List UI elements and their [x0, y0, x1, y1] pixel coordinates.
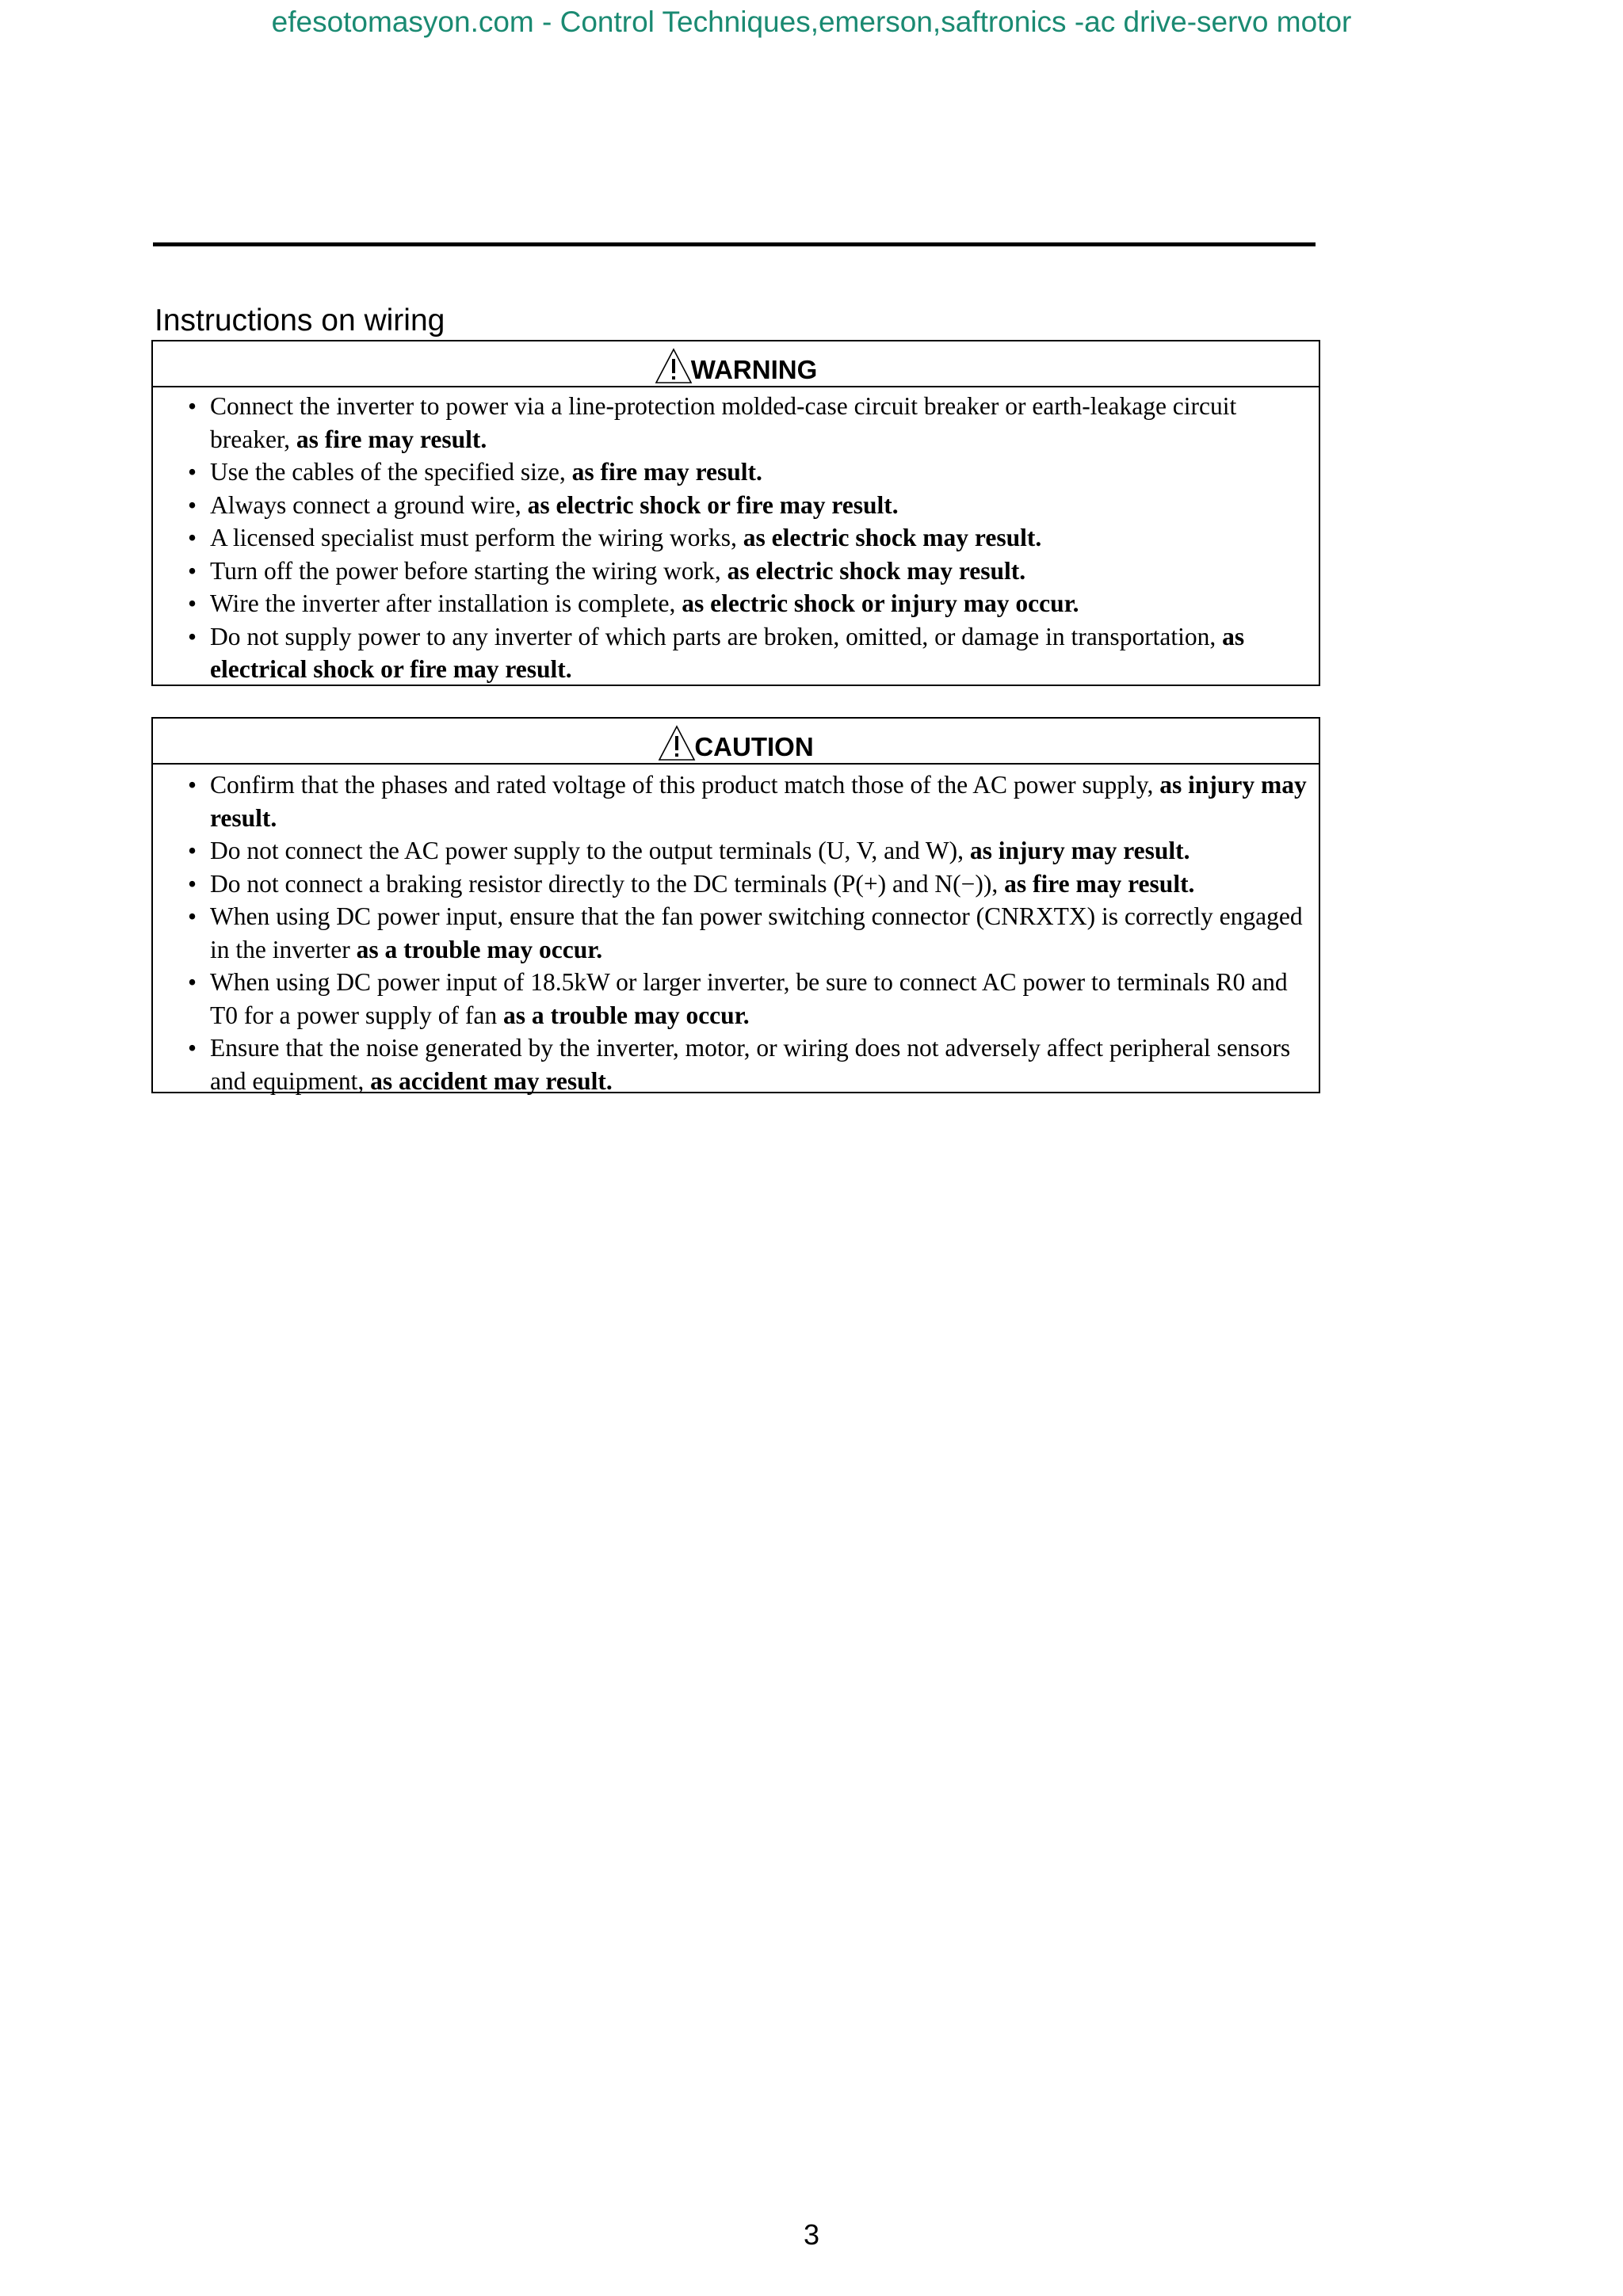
- list-item: • Do not connect a braking resistor directly to the DC terminals (P(+) and N(−)), as fire may result.: [210, 868, 1319, 901]
- bullet: •: [188, 524, 197, 551]
- bullet: •: [188, 837, 197, 864]
- list-item: • Always connect a ground wire, as electric shock or fire may result.: [210, 489, 1319, 522]
- bullet: •: [188, 490, 197, 519]
- list-item: • Wire the inverter after installation is complete, as electric shock or injury may occur.: [210, 587, 1319, 620]
- warning-list: [153, 387, 1319, 686]
- list-item: • Do not supply power to any inverter of which parts are broken, omitted, or damage in transportation, as electrical shock or fire may result.: [210, 620, 1319, 686]
- bullet: •: [188, 622, 197, 650]
- bullet: •: [188, 458, 197, 486]
- bullet: •: [188, 968, 197, 996]
- warning-title: WARNING: [690, 355, 818, 384]
- section-title: Instructions on wiring: [155, 303, 445, 338]
- caution-box: [151, 717, 1320, 1093]
- horizontal-rule: [153, 242, 1316, 246]
- list-item: • When using DC power input, ensure that the fan power switching connector (CNRXTX) is correctly engaged in the inverter as a trouble may occur.: [210, 900, 1319, 966]
- bullet: •: [188, 771, 197, 799]
- list-item: • When using DC power input of 18.5kW or larger inverter, be sure to connect AC power to terminals R0 and T0 for a power supply of fan as a trouble may occur.: [210, 966, 1319, 1032]
- warning-triangle-icon: [655, 348, 693, 384]
- list-item: • Use the cables of the specified size, as fire may result.: [210, 456, 1319, 489]
- caution-header: [153, 719, 1319, 765]
- page-number: 3: [803, 2218, 820, 2251]
- warning-box: [151, 340, 1320, 686]
- site-header-text: efesotomasyon.com - Control Techniques,emerson,saftronics -ac drive-servo motor: [271, 6, 1352, 38]
- bullet: •: [188, 589, 197, 617]
- bullet: •: [188, 556, 197, 585]
- warning-triangle-icon: [658, 725, 696, 761]
- caution-list: [153, 765, 1319, 1097]
- caution-title: CAUTION: [694, 732, 814, 761]
- list-item: • Ensure that the noise generated by the inverter, motor, or wiring does not adversely affect peripheral sensors and equipment, as accident may result.: [210, 1032, 1319, 1097]
- list-item: • Confirm that the phases and rated voltage of this product match those of the AC power supply, as injury may result.: [210, 769, 1319, 834]
- bullet: •: [188, 392, 197, 420]
- bullet: •: [188, 1034, 197, 1062]
- list-item: • Connect the inverter to power via a line-protection molded-case circuit breaker or earth-leakage circuit breaker, as fire may result.: [210, 390, 1319, 456]
- list-item: • Do not connect the AC power supply to the output terminals (U, V, and W), as injury may result.: [210, 834, 1319, 868]
- list-item: • Turn off the power before starting the wiring work, as electric shock may result.: [210, 555, 1319, 588]
- bullet: •: [188, 869, 197, 898]
- warning-header: [153, 341, 1319, 387]
- list-item: • A licensed specialist must perform the wiring works, as electric shock may result.: [210, 521, 1319, 555]
- bullet: •: [188, 902, 197, 930]
